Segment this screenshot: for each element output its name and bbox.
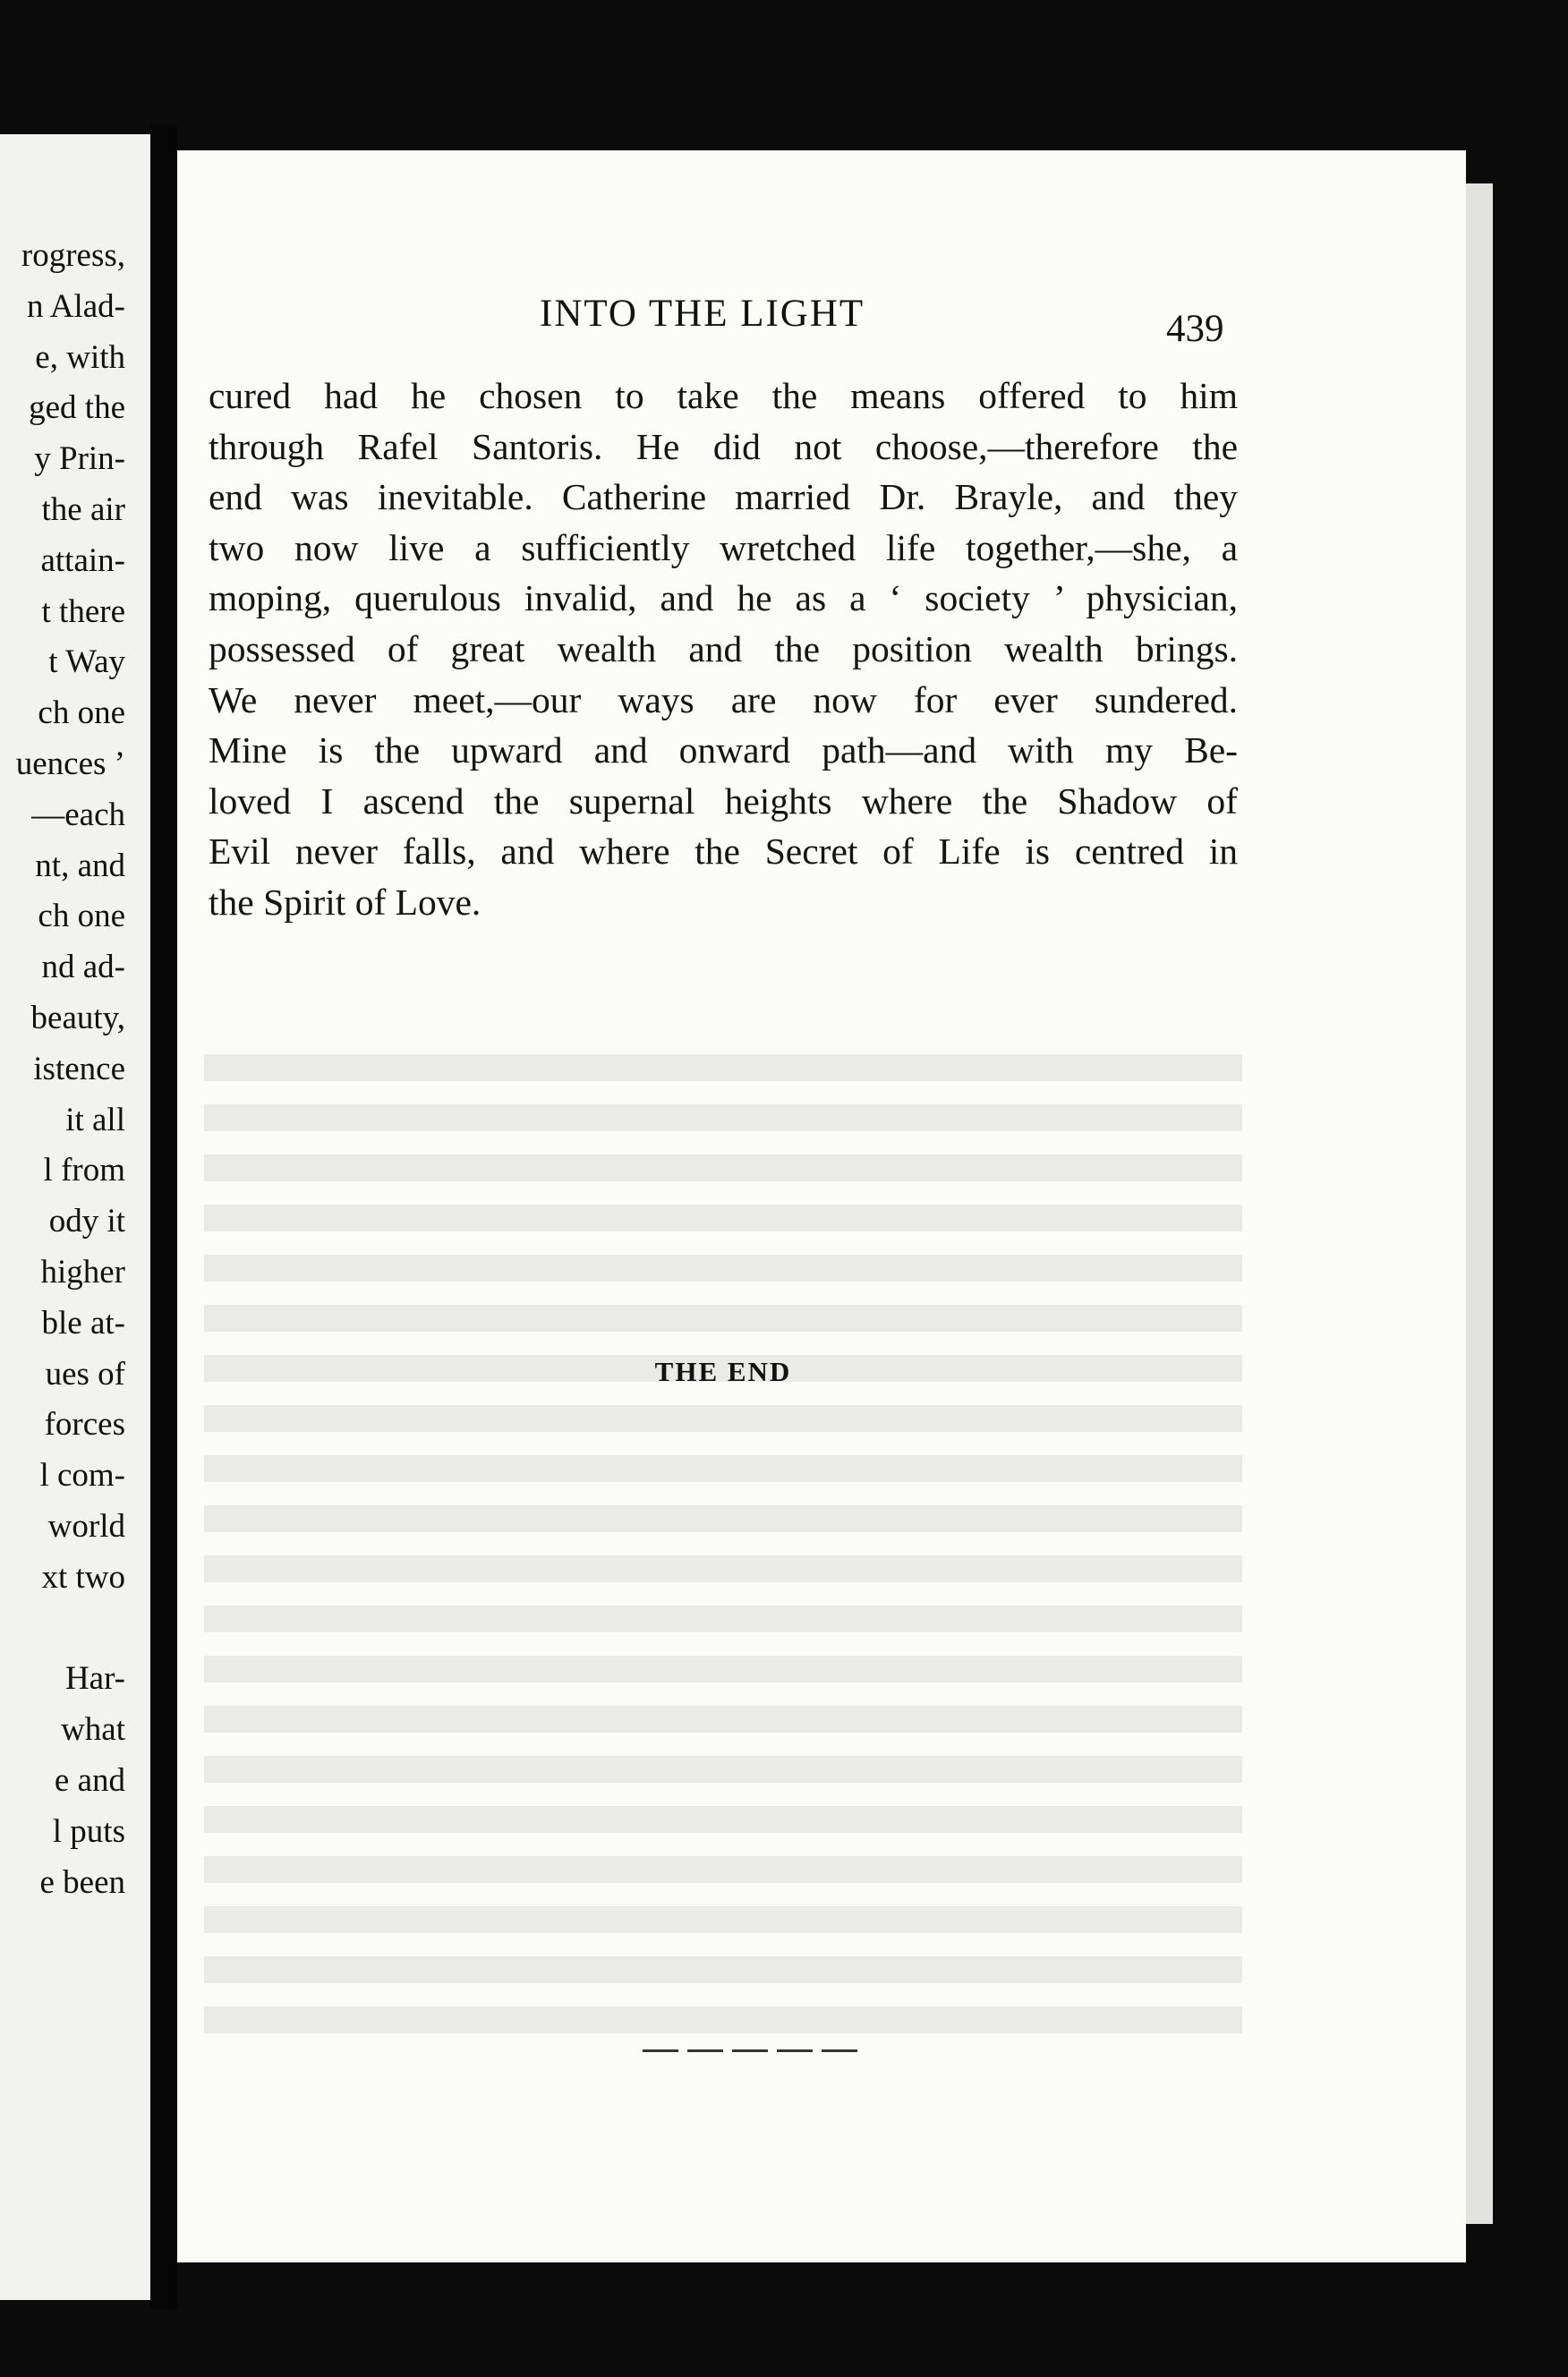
- page-edge-shadow: [1466, 183, 1493, 2224]
- facing-page-line: ble at-: [41, 1304, 125, 1342]
- text-line: Mine is the upward and onward path—and with my Be-: [209, 729, 1238, 771]
- text-line: through Rafel Santoris. He did not choose,—therefore the: [209, 425, 1238, 467]
- text-line: moping, querulous invalid, and he as a ‘ society ’ physician,: [209, 577, 1238, 619]
- facing-page-line: l com-: [39, 1457, 125, 1495]
- facing-page-line: ody it: [48, 1203, 125, 1240]
- running-header: INTO THE LIGHT: [540, 293, 865, 335]
- facing-page-line: beauty,: [30, 1000, 125, 1036]
- facing-page-line: rogress,: [21, 237, 125, 274]
- book-page: [177, 150, 1466, 2262]
- facing-page-line: l from: [43, 1152, 125, 1189]
- facing-page-line: higher: [40, 1254, 125, 1291]
- text-line: possessed of great wealth and the position wealth brings.: [209, 627, 1238, 669]
- facing-page-line: xt two: [41, 1558, 125, 1596]
- facing-page-line: it all: [65, 1101, 125, 1138]
- body-text: [209, 371, 1238, 928]
- facing-page-line: ch one: [38, 898, 125, 935]
- text-line: the Spirit of Love.: [209, 881, 481, 923]
- facing-page-line: nt, and: [35, 847, 125, 884]
- facing-page-line: e and: [54, 1762, 125, 1799]
- facing-page-line: Har-: [64, 1660, 125, 1698]
- facing-page-line: l puts: [52, 1812, 125, 1850]
- facing-page-line: t there: [41, 592, 125, 630]
- facing-page-fragment: [0, 134, 150, 2300]
- facing-page-line: nd ad-: [41, 949, 125, 986]
- bleed-through-texture: [204, 1054, 1242, 2039]
- facing-page-line: what: [61, 1711, 125, 1749]
- facing-page-line: ch one: [38, 694, 125, 732]
- facing-page-line: istence: [33, 1050, 125, 1087]
- facing-page-line: ged the: [29, 389, 125, 427]
- facing-page-line: world: [47, 1508, 125, 1545]
- facing-page-line: t Way: [48, 643, 125, 681]
- facing-page-line: uences ’: [15, 745, 125, 782]
- text-line: end was inevitable. Catherine married Dr. Brayle, and they: [209, 476, 1238, 518]
- closing-rule: [643, 2049, 866, 2052]
- page-number: 439: [1166, 308, 1224, 350]
- text-line: two now live a sufficiently wretched life together,—she, a: [209, 526, 1238, 568]
- facing-page-line: e been: [39, 1863, 125, 1901]
- facing-page-line: ues of: [45, 1355, 125, 1393]
- facing-page-line: forces: [44, 1406, 125, 1444]
- book-gutter: [150, 125, 177, 2309]
- facing-page-line: n Alad-: [27, 287, 125, 325]
- text-line: We never meet,—our ways are now for ever sundered.: [209, 678, 1238, 720]
- text-line: Evil never falls, and where the Secret of Life is centred in: [209, 831, 1238, 873]
- facing-page-line: e, with: [35, 338, 125, 376]
- facing-page-line: the air: [41, 491, 125, 528]
- facing-page-line: attain-: [40, 541, 125, 579]
- text-line: loved I ascend the supernal heights where the Shadow of: [209, 780, 1238, 822]
- text-line: cured had he chosen to take the means offered to him: [209, 375, 1238, 416]
- facing-page-line: y Prin-: [34, 440, 125, 478]
- facing-page-line: —each: [31, 796, 125, 833]
- the-end-heading: THE END: [654, 1356, 792, 1387]
